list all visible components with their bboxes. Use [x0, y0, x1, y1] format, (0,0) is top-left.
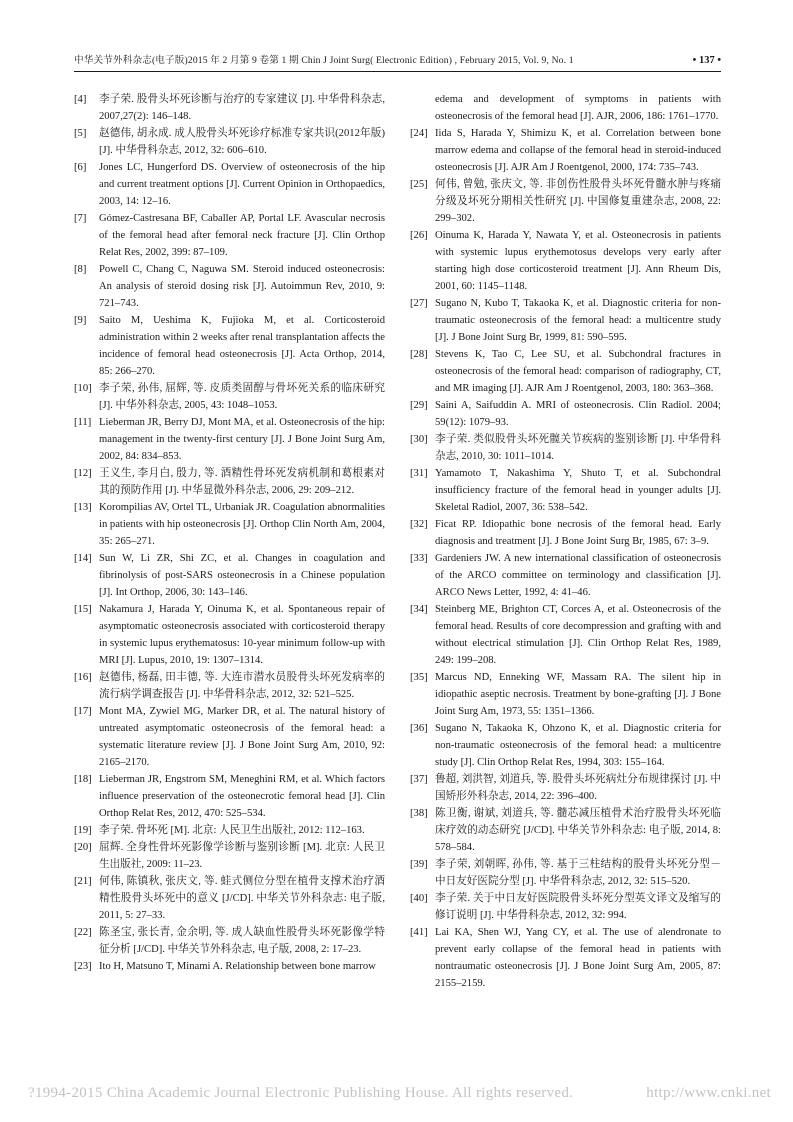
reference-text: Nakamura J, Harada Y, Oinuma K, et al. Spontaneous repair of asymptomatic osteonecrosis associated with corticosteroid therapy in systemic lupus erythematosus: 10-year minimum follow-up with MRI [J]. Lupus, 2010, 19: 1307–1314.	[99, 604, 385, 666]
page-number: • 137 •	[692, 55, 721, 66]
reference-text: Steinberg ME, Brighton CT, Corces A, et al. Osteonecrosis of the femoral head. Results of core decompression and grafting with and without electrical stimulation [J]. Clin Orthop Relat Res, 1989, 249: 199–208.	[435, 604, 721, 666]
reference-text: Lieberman JR, Engstrom SM, Meneghini RM, et al. Which factors influence preservation of the osteonecrotic femoral head [J]. Clin Orthop Relat Res, 2012, 470: 525–534.	[99, 774, 385, 819]
reference-number: [4]	[74, 94, 87, 105]
reference-number: [38]	[410, 808, 428, 819]
reference-number: [12]	[74, 468, 92, 479]
reference-text: Marcus ND, Enneking WF, Massam RA. The silent hip in idiopathic aseptic necrosis. Treatment by bone-grafting [J]. J Bone Joint Surg Am, 1973, 55: 1351–1366.	[435, 672, 721, 717]
reference-item	[74, 125, 385, 159]
reference-text: Yamamoto T, Nakashima Y, Shuto T, et al. Subchondral insufficiency fracture of the femoral head in younger adults [J]. Skeletal Radiol, 2007, 36: 538–542.	[435, 468, 721, 513]
reference-item	[410, 465, 721, 516]
reference-number: [30]	[410, 434, 428, 445]
reference-text: Lai KA, Shen WJ, Yang CY, et al. The use of alendronate to prevent early collapse of the femoral head in patients with nontraumatic osteonecrosis [J]. J Bone Joint Surg Am, 2005, 87: 2155–2159.	[435, 927, 721, 989]
reference-item	[74, 669, 385, 703]
reference-number: [13]	[74, 502, 92, 513]
reference-text: Gómez-Castresana BF, Caballer AP, Portal LF. Avascular necrosis of the femoral head after femoral neck fracture [J]. Clin Orthop Relat Res, 2002, 399: 87–109.	[99, 213, 385, 258]
reference-item	[410, 346, 721, 397]
reference-number: [19]	[74, 825, 92, 836]
reference-item	[74, 550, 385, 601]
reference-number: [36]	[410, 723, 428, 734]
reference-text: Stevens K, Tao C, Lee SU, et al. Subchondral fractures in osteonecrosis of the femoral head: comparison of radiography, CT, and MR imaging [J]. AJR Am J Roentgenol, 2003, 180: 363–368.	[435, 349, 721, 394]
reference-item	[410, 431, 721, 465]
reference-item	[74, 873, 385, 924]
reference-item	[74, 958, 385, 975]
journal-citation-line: 中华关节外科杂志(电子版)2015 年 2 月第 9 卷第 1 期 Chin J Joint Surg( Electronic Edition) , February 2015, Vol. 9, No. 1	[74, 55, 574, 66]
reference-item	[74, 601, 385, 669]
reference-text: Iida S, Harada Y, Shimizu K, et al. Correlation between bone marrow edema and collapse of the femoral head in steroid-induced osteonecrosis [J]. AJR Am J Roentgenol, 2000, 174: 735–743.	[435, 128, 721, 173]
reference-item	[74, 210, 385, 261]
reference-text: Oinuma K, Harada Y, Nawata Y, et al. Osteonecrosis in patients with systemic lupus erythemotosus develops very early after starting high dose corticosteroid treatment [J]. Ann Rheum Dis, 2001, 60: 1145–1148.	[435, 230, 721, 292]
reference-number: [8]	[74, 264, 87, 275]
reference-text: 王义生, 李月白, 殷力, 等. 酒精性骨坏死发病机制和葛根素对其的预防作用 [J]. 中华显微外科杂志, 2006, 29: 209–212.	[99, 468, 385, 496]
reference-item	[74, 465, 385, 499]
reference-number: [29]	[410, 400, 428, 411]
reference-number: [35]	[410, 672, 428, 683]
reference-item	[410, 771, 721, 805]
reference-item	[74, 499, 385, 550]
reference-number: [20]	[74, 842, 92, 853]
header-rule	[74, 71, 721, 72]
reference-item	[74, 771, 385, 822]
reference-number: [32]	[410, 519, 428, 530]
reference-text: Lieberman JR, Berry DJ, Mont MA, et al. Osteonecrosis of the hip: management in the twenty-first century [J]. J Bone Joint Surg Am, 2002, 84: 834–853.	[99, 417, 385, 462]
reference-number: [17]	[74, 706, 92, 717]
reference-number: [15]	[74, 604, 92, 615]
reference-number: [7]	[74, 213, 87, 224]
reference-item	[74, 414, 385, 465]
reference-item	[410, 890, 721, 924]
watermark-text: ?1994-2015 China Academic Journal Electronic Publishing House. All rights reserved.	[28, 1085, 574, 1101]
reference-text: Gardeniers JW. A new international classification of osteonecrosis of the ARCO committee on terminology and classification [J]. ARCO News Letter, 1992, 4: 41–46.	[435, 553, 721, 598]
reference-text: 何伟, 陈镇秋, 张庆文, 等. 蛙式侧位分型在植骨支撑术治疗酒精性股骨头坏死中的意义 [J/CD]. 中华关节外科杂志: 电子版, 2011, 5: 27–33.	[99, 876, 385, 921]
reference-item	[74, 924, 385, 958]
reference-item	[74, 703, 385, 771]
reference-item	[410, 550, 721, 601]
reference-item	[410, 601, 721, 669]
reference-text: Korompilias AV, Ortel TL, Urbaniak JR. Coagulation abnormalities in patients with hip osteonecrosis [J]. Orthop Clin North Am, 2004, 35: 265–271.	[99, 502, 385, 547]
reference-number: [18]	[74, 774, 92, 785]
reference-item	[74, 312, 385, 380]
watermark-url: http://www.cnki.net	[646, 1085, 771, 1101]
reference-text: 鲁超, 刘洪智, 刘道兵, 等. 股骨头坏死病灶分布规律探讨 [J]. 中国矫形外科杂志, 2014, 22: 396–400.	[435, 774, 721, 802]
reference-text: Sun W, Li ZR, Shi ZC, et al. Changes in coagulation and fibrinolysis of post-SARS osteonecrosis in a Chinese population [J]. Int Orthop, 2006, 30: 143–146.	[99, 553, 385, 598]
reference-number: [10]	[74, 383, 92, 394]
reference-text: Powell C, Chang C, Naguwa SM. Steroid induced osteonecrosis: An analysis of steroid dosing risk [J]. Autoimmun Rev, 2010, 9: 721–743.	[99, 264, 385, 309]
reference-item	[74, 91, 385, 125]
reference-number: [5]	[74, 128, 87, 139]
reference-text: Sugano N, Takaoka K, Ohzono K, et al. Diagnostic criteria for non-traumatic osteonecrosis of the femoral head: a multicentre study [J]. Clin Orthop Relat Res, 1994, 303: 155–164.	[435, 723, 721, 768]
reference-number: [6]	[74, 162, 87, 173]
reference-text: Sugano N, Kubo T, Takaoka K, et al. Diagnostic criteria for non-traumatic osteonecrosis of the femoral head: a multicentre study [J]. J Bone Joint Surg Br, 1999, 81: 590–595.	[435, 298, 721, 343]
reference-text: 屈辉. 全身性骨坏死影像学诊断与鉴别诊断 [M]. 北京: 人民卫生出版社, 2009: 11–23.	[99, 842, 385, 870]
reference-text: Jones LC, Hungerford DS. Overview of osteonecrosis of the hip and current treatment options [J]. Current Opinion in Orthopaedics, 2003, 14: 12–16.	[99, 162, 385, 207]
reference-number: [26]	[410, 230, 428, 241]
reference-item	[74, 839, 385, 873]
reference-number: [33]	[410, 553, 428, 564]
reference-number: [16]	[74, 672, 92, 683]
cnki-watermark	[28, 1085, 771, 1102]
reference-text: 李子荣. 骨坏死 [M]. 北京: 人民卫生出版社, 2012: 112–163.	[99, 825, 365, 836]
reference-item	[410, 720, 721, 771]
reference-text: 李子荣, 刘朝晖, 孙伟, 等. 基于三柱结构的股骨头坏死分型－中日友好医院分型 [J]. 中华骨科杂志, 2012, 32: 515–520.	[435, 859, 721, 887]
reference-number: [31]	[410, 468, 428, 479]
reference-text: edema and development of symptoms in patients with osteonecrosis of the femoral head [J]. AJR, 2006, 186: 1761–1770.	[435, 94, 721, 122]
page-header	[74, 52, 721, 72]
reference-text: Saito M, Ueshima K, Fujioka M, et al. Corticosteroid administration within 2 weeks after renal transplantation affects the incidence of femoral head osteonecrosis [J]. Acta Orthop, 2014, 85: 266–270.	[99, 315, 385, 377]
reference-text: 陈卫衡, 谢斌, 刘道兵, 等. 髓芯减压植骨术治疗股骨头坏死临床疗效的动态研究 [J/CD]. 中华关节外科杂志: 电子版, 2014, 8: 578–584.	[435, 808, 721, 853]
reference-item	[410, 176, 721, 227]
reference-text: 何伟, 曾勉, 张庆文, 等. 非创伤性股骨头坏死骨髓水肿与疼痛分级及坏死分期相关性研究 [J]. 中国修复重建杂志, 2008, 22: 299–302.	[435, 179, 721, 224]
reference-text: Ito H, Matsuno T, Minami A. Relationship between bone marrow	[99, 961, 376, 972]
reference-item	[410, 397, 721, 431]
reference-text: 李子荣. 类似股骨头坏死髋关节疾病的鉴别诊断 [J]. 中华骨科杂志, 2010, 30: 1011–1014.	[435, 434, 721, 462]
reference-text: 李子荣. 关于中日友好医院股骨头坏死分型英文译文及缩写的修订说明 [J]. 中华骨科杂志, 2012, 32: 994.	[435, 893, 721, 921]
reference-number: [28]	[410, 349, 428, 360]
reference-item	[74, 822, 385, 839]
reference-text: Mont MA, Zywiel MG, Marker DR, et al. The natural history of untreated asymptomatic osteonecrosis of the femoral head: a systematic literature review [J]. J Bone Joint Surg Am, 2010, 92: 2165–2170.	[99, 706, 385, 768]
reference-text: 李子荣, 孙伟, 屈辉, 等. 皮质类固醇与骨坏死关系的临床研究 [J]. 中华外科杂志, 2005, 43: 1048–1053.	[99, 383, 385, 411]
reference-item	[410, 669, 721, 720]
reference-text: Ficat RP. Idiopathic bone necrosis of the femoral head. Early diagnosis and treatment [J]. J Bone Joint Surg Br, 1985, 67: 3–9.	[435, 519, 721, 547]
reference-item	[74, 261, 385, 312]
reference-number: [21]	[74, 876, 92, 887]
references-left-column	[74, 91, 385, 992]
reference-number: [39]	[410, 859, 428, 870]
reference-text: 李子荣. 股骨头坏死诊断与治疗的专家建议 [J]. 中华骨科杂志, 2007,27(2): 146–148.	[99, 94, 385, 122]
reference-text: 陈圣宝, 张长青, 金余明, 等. 成人缺血性股骨头坏死影像学特征分析 [J/CD]. 中华关节外科杂志, 电子版, 2008, 2: 17–23.	[99, 927, 385, 955]
reference-item	[74, 380, 385, 414]
reference-number: [22]	[74, 927, 92, 938]
reference-number: [40]	[410, 893, 428, 904]
reference-number: [27]	[410, 298, 428, 309]
references-right-column	[410, 91, 721, 992]
reference-number: [34]	[410, 604, 428, 615]
reference-item	[410, 516, 721, 550]
reference-item	[410, 856, 721, 890]
reference-number: [37]	[410, 774, 428, 785]
header-row	[74, 52, 721, 71]
reference-number: [11]	[74, 417, 92, 428]
references-section	[74, 91, 721, 992]
reference-number: [9]	[74, 315, 87, 326]
reference-number: [25]	[410, 179, 428, 190]
reference-item	[74, 159, 385, 210]
reference-text: 赵德伟, 杨磊, 田丰德, 等. 大连市潜水员股骨头坏死发病率的流行病学调查报告 [J]. 中华骨科杂志, 2012, 32: 521–525.	[99, 672, 385, 700]
reference-item	[410, 91, 721, 125]
reference-item	[410, 227, 721, 295]
reference-number: [24]	[410, 128, 428, 139]
reference-number: [14]	[74, 553, 92, 564]
reference-text: 赵德伟, 胡永成. 成人股骨头坏死诊疗标准专家共识(2012年版) [J]. 中华骨科杂志, 2012, 32: 606–610.	[99, 128, 385, 156]
reference-item	[410, 125, 721, 176]
reference-item	[410, 805, 721, 856]
reference-number: [23]	[74, 961, 92, 972]
reference-item	[410, 295, 721, 346]
reference-item	[410, 924, 721, 992]
reference-text: Saini A, Saifuddin A. MRI of osteonecrosis. Clin Radiol. 2004; 59(12): 1079–93.	[435, 400, 721, 428]
reference-number: [41]	[410, 927, 428, 938]
